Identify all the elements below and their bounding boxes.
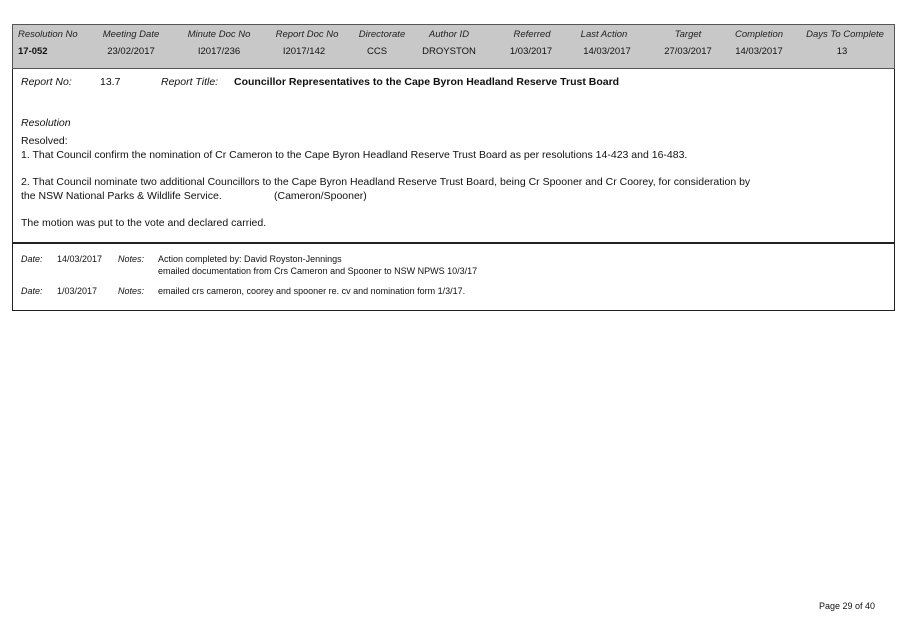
report-no-label: Report No: <box>21 76 72 88</box>
resolution-no-value: 17-052 <box>18 46 48 57</box>
minute-doc-no-label: Minute Doc No <box>187 29 251 40</box>
note-date-label: Date: <box>21 254 43 264</box>
author-id-value: DROYSTON <box>422 46 476 57</box>
directorate-value: CCS <box>366 46 388 57</box>
target-value: 27/03/2017 <box>664 46 712 57</box>
days-to-complete-label: Days To Complete <box>806 29 884 40</box>
referred-value: 1/03/2017 <box>509 46 553 57</box>
page-number: Page 29 of 40 <box>818 601 875 611</box>
meeting-date-label: Meeting Date <box>102 29 160 40</box>
last-action-value: 14/03/2017 <box>583 46 631 57</box>
days-to-complete-value: 13 <box>836 46 848 57</box>
resolution-item-2: 2. That Council nominate two additional Councillors to the Cape Byron Headland Reserve Trust Board, being Cr Spooner and Cr Coorey, for consideration by <box>21 176 751 188</box>
notes-divider <box>12 242 895 244</box>
resolution-item-2-cont: the NSW National Parks & Wildlife Service. <box>21 190 222 202</box>
resolved-label: Resolved: <box>21 135 68 147</box>
note-notes-label: Notes: <box>118 286 145 296</box>
minute-doc-no-value: I2017/236 <box>197 46 241 57</box>
report-doc-no-value: I2017/142 <box>282 46 326 57</box>
note-text: Action completed by: David Royston-Jennings <box>158 254 342 264</box>
motion-result: The motion was put to the vote and declared carried. <box>21 217 267 229</box>
report-no-value: 13.7 <box>100 76 121 88</box>
referred-label: Referred <box>513 29 551 40</box>
last-action-label: Last Action <box>580 29 628 40</box>
report-doc-no-label: Report Doc No <box>275 29 339 40</box>
note-date: 14/03/2017 <box>57 254 103 264</box>
report-title-label: Report Title: <box>161 76 219 88</box>
note-date-label: Date: <box>21 286 43 296</box>
report-title-value: Councillor Representatives to the Cape Byron Headland Reserve Trust Board <box>234 76 620 88</box>
record-header <box>12 24 895 69</box>
note-text: emailed documentation from Crs Cameron and Spooner to NSW NPWS 10/3/17 <box>158 266 478 276</box>
author-id-label: Author ID <box>428 29 470 40</box>
target-label: Target <box>674 29 702 40</box>
resolution-no-label: Resolution No <box>18 29 78 40</box>
resolution-item-1: 1. That Council confirm the nomination of Cr Cameron to the Cape Byron Headland Reserve Trust Board as per resolutions 14-423 and 16-483. <box>21 149 688 161</box>
completion-value: 14/03/2017 <box>735 46 783 57</box>
note-date: 1/03/2017 <box>57 286 98 296</box>
note-text: emailed crs cameron, coorey and spooner re. cv and nomination form 1/3/17. <box>158 286 466 296</box>
completion-label: Completion <box>734 29 784 40</box>
meeting-date-value: 23/02/2017 <box>107 46 155 57</box>
directorate-label: Directorate <box>358 29 406 40</box>
resolution-heading: Resolution <box>21 117 71 129</box>
note-notes-label: Notes: <box>118 254 145 264</box>
mover-seconder: (Cameron/Spooner) <box>274 190 367 202</box>
